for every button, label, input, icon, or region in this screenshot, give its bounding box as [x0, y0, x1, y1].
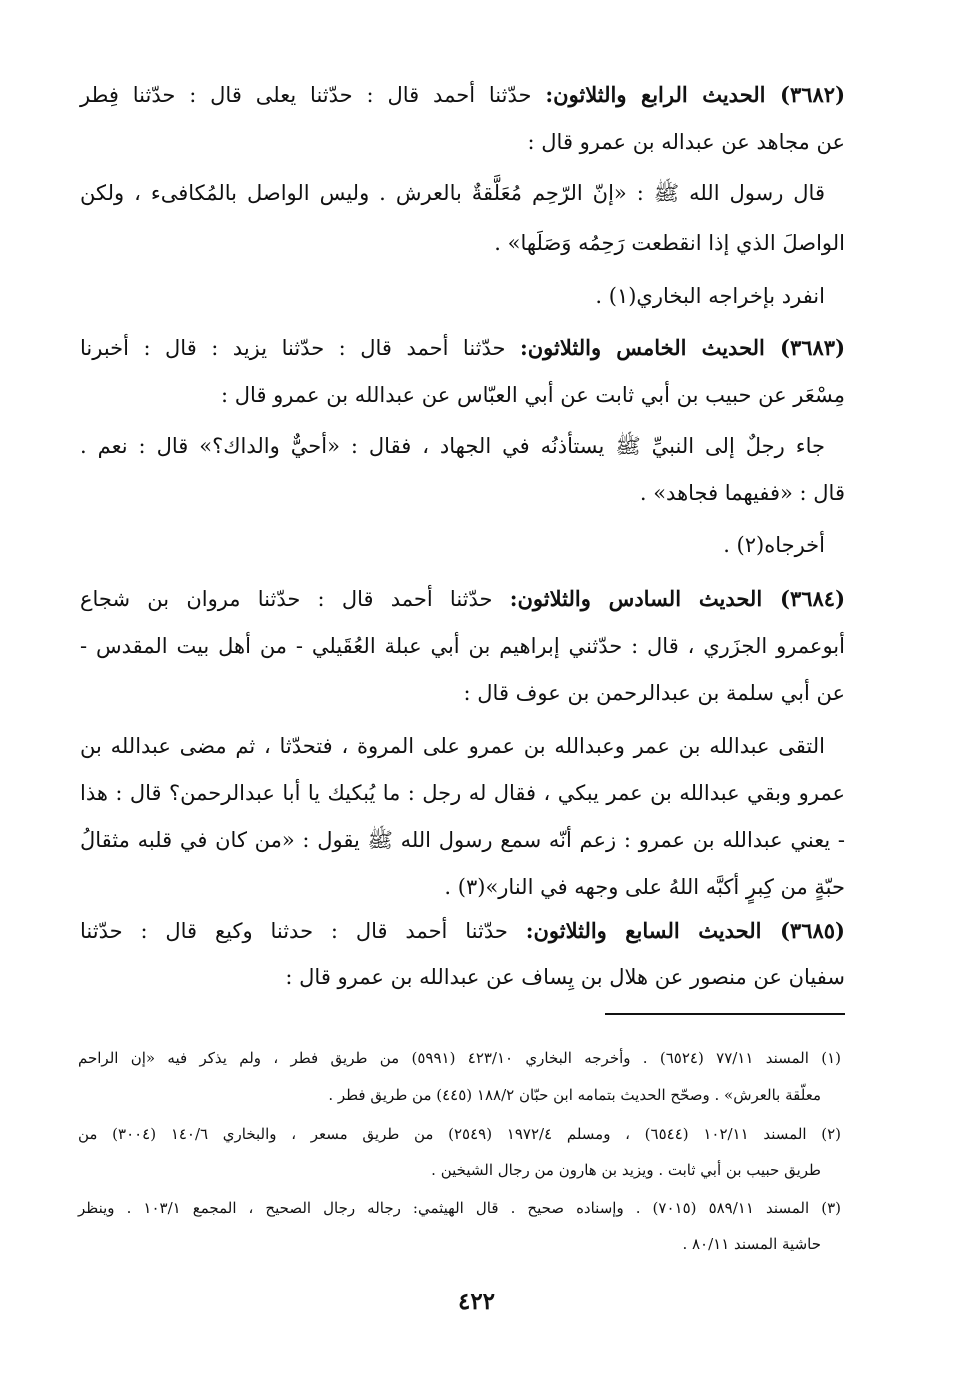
hadith-3684-line-3: عن أبي سلمة بن عبدالرحمن بن عوف قال : — [463, 681, 845, 705]
hadith-3684-line-7: حبّةٍ من كِبرٍ أكبَّه اللهُ على وجهه في النار»(٣) . — [444, 875, 845, 899]
footnote-1-line-2: معلّقة بالعرش» . وصحّح الحديث بتمامه ابن حبّان ١٨٨/٢ (٤٤٥) من طريق فطر . — [328, 1086, 821, 1104]
hadith-3682-attribution: انفرد بإخراجه البخاري(١) . — [595, 284, 825, 308]
footnote-2-line-2: طريق حبيب بن أبي ثابت . ويزيد بن هارون من رجال الشيخين . — [431, 1161, 821, 1179]
hadith-3683-attribution: أخرجاه(٢) . — [723, 533, 825, 557]
hadith-heading: (٣٦٨٥) الحديث السابع والثلاثون: — [525, 918, 845, 943]
hadith-3684-line-2: أبوعمرو الجزَري ، قال : حدّثني إبراهيم بن أبي عبلة العُقَيلي - من أهل بيت المقدس - — [80, 634, 845, 658]
footnote-separator — [605, 1013, 845, 1015]
hadith-heading: (٣٦٨٤) الحديث السادس والثلاثون: — [509, 586, 846, 611]
hadith-3682-line-1: (٣٦٨٢) الحديث الرابع والثلاثون: حدّثنا أحمد قال : حدّثنا يعلى قال : حدّثنا فِطر — [80, 82, 846, 107]
footnote-3-line-2: حاشية المسند ٨٠/١١ . — [682, 1235, 821, 1253]
hadith-3683-line-2: مِسْعَر عن حبيب بن أبي ثابت عن أبي العبّاس عن عبدالله بن عمرو قال : — [221, 383, 845, 407]
hadith-3685-line-2: سفيان عن منصور عن هلال بن يِساف عن عبدالله بن عمرو قال : — [285, 965, 845, 989]
hadith-3684-line-4: التقى عبدالله بن عمر وعبدالله بن عمرو على المروة ، فتحدّثا ، ثم مضى عبدالله بن — [80, 734, 825, 758]
hadith-3682-line-3: قال رسول الله ﷺ : «إنّ الرّحِم مُعَلَّقةٌ بالعرش . وليس الواصل بالمُكافىء ، ولكن — [80, 181, 825, 205]
hadith-3684-line-1: (٣٦٨٤) الحديث السادس والثلاثون: حدّثنا أحمد قال : حدّثنا مروان بن شجاع — [80, 586, 846, 611]
hadith-3683-line-1: (٣٦٨٣) الحديث الخامس والثلاثون: حدّثنا أحمد قال : حدّثنا يزيد : قال : أخبرنا — [80, 335, 845, 360]
hadith-3682-line-4: الواصلَ الذي إذا انقطعت رَحِمُه وَصَلَها» . — [494, 231, 845, 255]
hadith-3685-line-1: (٣٦٨٥) الحديث السابع والثلاثون: حدّثنا أحمد قال : حدثنا وكيع قال : حدّثنا — [80, 918, 845, 943]
hadith-heading: (٣٦٨٢) الحديث الرابع والثلاثون: — [545, 82, 846, 107]
footnote-1-line-1: (١) المسند ٧٧/١١ (٦٥٢٤) . وأخرجه البخاري ٤٢٣/١٠ (٥٩٩١) من طريق فطر ، ولم يذكر فيه «إن الراحم — [78, 1049, 842, 1067]
hadith-3684-line-5: عمرو وبقي عبدالله بن عمر يبكي ، فقال له رجل : ما يُبكيك يا أبا عبدالرحمن؟ قال : هذا — [80, 781, 845, 805]
hadith-3683-line-3: جاء رجلٌ إلى النبيِّ ﷺ يستأذنُه في الجهاد ، فقال : «أحيٌّ والداك؟» قال : نعم . — [80, 434, 825, 458]
page-number: ٤٢٢ — [457, 1288, 496, 1315]
hadith-heading: (٣٦٨٣) الحديث الخامس والثلاثون: — [520, 335, 845, 360]
footnote-3-line-1: (٣) المسند ٥٨٩/١١ (٧٠١٥) . وإسناده صحيح . قال الهيثمي: رجاله رجال الصحيح ، المجمع ١٠٣/١ . وينظر — [78, 1199, 841, 1217]
hadith-3682-line-2: عن مجاهد عن عبداله بن عمرو قال : — [527, 130, 845, 154]
footnote-2-line-1: (٢) المسند ١٠٢/١١ (٦٥٤٤) ، ومسلم ١٩٧٢/٤ (٢٥٤٩) من طريق مسعر ، والبخاري ١٤٠/٦ (٣٠٠٤) من — [78, 1125, 842, 1143]
hadith-3683-line-4: قال : «ففيهما فجاهد» . — [639, 481, 845, 505]
hadith-3684-line-6: - يعني عبدالله بن عمرو : زعم أنّه سمع رسول الله ﷺ يقول : «من كان في قلبه مثقالُ — [80, 828, 845, 852]
